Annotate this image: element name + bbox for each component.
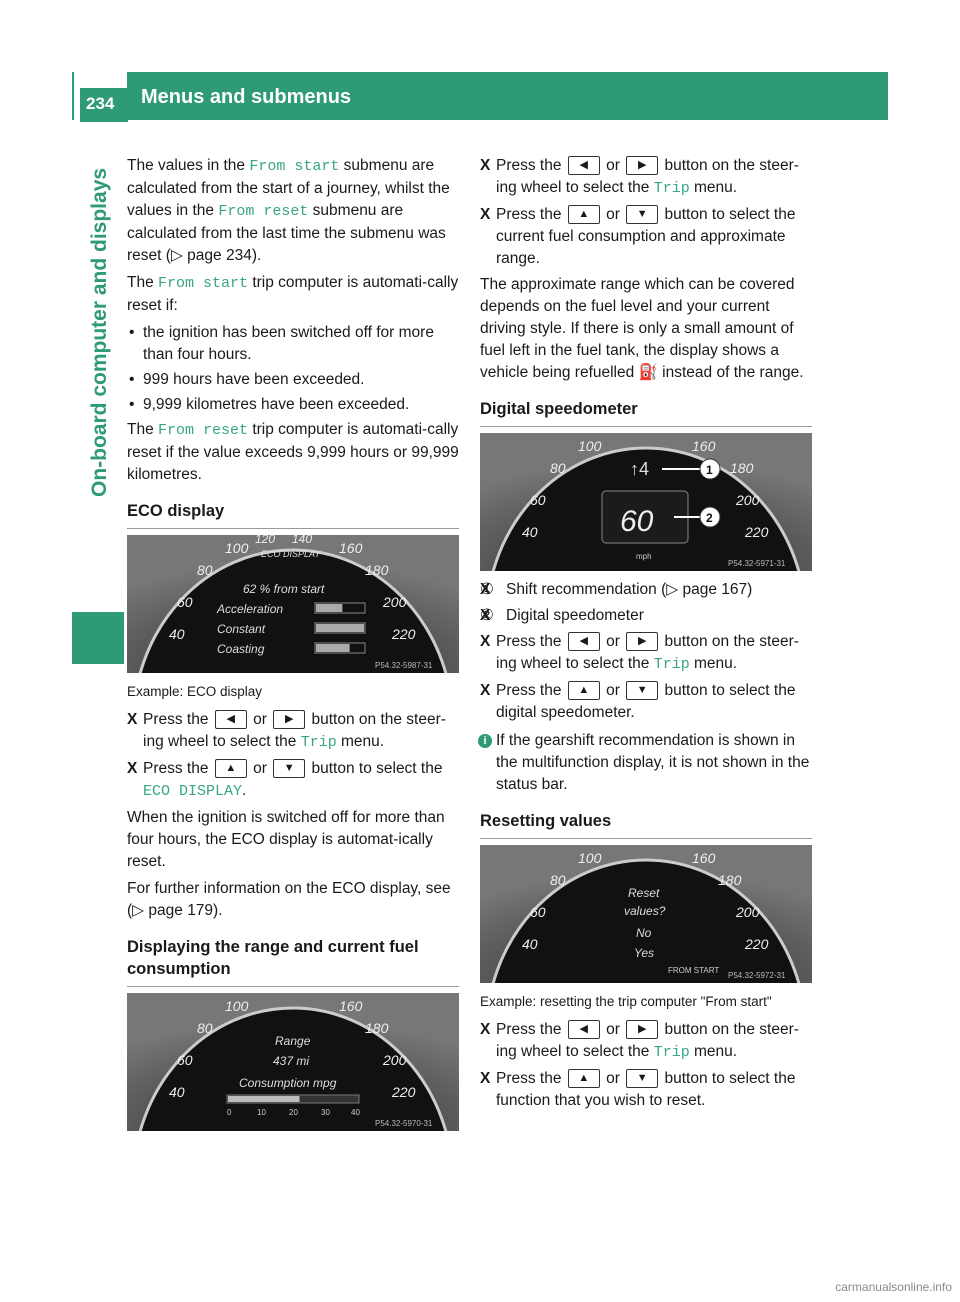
range-value: 437 mi — [273, 1054, 310, 1068]
tick-label: 40 — [522, 524, 538, 540]
page-title: Menus and submenus — [141, 86, 352, 108]
tick-label: 200 — [736, 492, 760, 508]
range-display-figure — [127, 993, 459, 1131]
page-ref-arrow: ▷ — [666, 581, 679, 598]
tick-label: 100 — [225, 998, 249, 1014]
tick-label: 60 — [530, 492, 546, 508]
figure-caption: Example: ECO display — [127, 684, 263, 699]
down-arrow-key-icon: ▼ — [626, 1069, 658, 1088]
consumption-tick: 10 — [257, 1108, 266, 1117]
digital-speed: 60 — [620, 505, 654, 538]
tick-label: 200 — [383, 1052, 407, 1068]
tick-label: 160 — [692, 438, 716, 454]
tick-label: 100 — [225, 540, 249, 556]
paragraph: The From reset trip computer is automati-cally reset if the value exceeds 9,999 hours or 99,999 kilometres. — [127, 421, 459, 483]
consumption-tick: 20 — [289, 1108, 298, 1117]
left-arrow-key-icon: ◀ — [568, 156, 600, 175]
tick-label: 220 — [392, 1084, 416, 1100]
legend-number: X ① — [480, 581, 494, 598]
tick-label: 80 — [197, 1020, 213, 1036]
tick-label: 40 — [169, 626, 185, 642]
figure-caption: Example: resetting the trip computer "From start" — [480, 994, 772, 1009]
section-heading-range: Displaying the range and current fuel consumption — [127, 936, 459, 987]
eco-bar-fill — [316, 604, 342, 612]
eco-bar-fill — [316, 624, 364, 632]
legend-number: X ② — [480, 607, 494, 624]
header-separator — [72, 72, 74, 120]
page-number: 234 — [80, 88, 128, 122]
section-heading-reset: Resetting values — [480, 810, 812, 839]
paragraph: The values in the From start submenu are calculated from the start of a journey, whilst the values in the From reset submenu are calculated from the last time the submenu was reset (▷ page 234). — [127, 157, 450, 264]
page-ref-arrow: ▷ — [170, 247, 183, 264]
left-arrow-key-icon: ◀ — [215, 710, 247, 729]
tick-label: 200 — [383, 594, 407, 610]
consumption-tick: 40 — [351, 1108, 360, 1117]
right-arrow-key-icon: ▶ — [626, 632, 658, 651]
side-tab-title: On-board computer and displays — [88, 168, 111, 498]
eco-row-label: Constant — [217, 622, 266, 636]
legend-item: X ① Shift recommendation (▷ page 167) — [480, 579, 812, 601]
paragraph: For further information on the ECO display, see (▷ page 179). — [127, 880, 451, 919]
side-tab-marker — [72, 612, 124, 664]
tick-label: 60 — [530, 904, 546, 920]
paragraph: The From start trip computer is automati-cally reset if: — [127, 274, 459, 314]
callout-number: 2 — [706, 511, 713, 525]
instruction-step: X Press the ◀ or ▶ button on the steer-ing wheel to select the Trip menu. — [480, 155, 812, 200]
tick-label: 160 — [339, 540, 363, 556]
left-arrow-key-icon: ◀ — [568, 1020, 600, 1039]
reset-prompt: values? — [624, 904, 666, 918]
tick-label: 140 — [292, 535, 313, 546]
reset-option-yes: Yes — [634, 946, 655, 960]
figure-code: P54.32-5987-31 — [375, 661, 433, 670]
tick-label: 100 — [578, 850, 602, 866]
callout-number: 1 — [706, 463, 713, 477]
right-arrow-key-icon: ▶ — [626, 1020, 658, 1039]
figure-code: P54.32-5970-31 — [375, 1119, 433, 1128]
instruction-step: X Press the ▲ or ▼ button to select the current fuel consumption and approximate range. — [480, 204, 812, 270]
list-item: • 9,999 kilometres have been exceeded. — [127, 394, 459, 416]
tick-label: 120 — [255, 535, 276, 546]
eco-percentage: 62 % from start — [243, 582, 325, 596]
up-arrow-key-icon: ▲ — [215, 759, 247, 778]
tick-label: 80 — [550, 872, 566, 888]
range-gauge-svg — [127, 993, 459, 1131]
tick-label: 80 — [197, 562, 213, 578]
consumption-label: Consumption mpg — [239, 1076, 337, 1090]
section-heading-eco: ECO display — [127, 500, 459, 529]
eco-bar-fill — [316, 644, 350, 652]
figure-code: P54.32-5972-31 — [728, 971, 786, 980]
right-arrow-key-icon: ▶ — [626, 156, 658, 175]
down-arrow-key-icon: ▼ — [273, 759, 305, 778]
page-ref-arrow: ▷ — [132, 902, 145, 919]
range-label: Range — [275, 1034, 311, 1048]
list-item: • 999 hours have been exceeded. — [127, 369, 459, 391]
reset-gauge-svg — [480, 845, 812, 983]
reset-figure — [480, 845, 812, 983]
reset-option-no: No — [636, 926, 652, 940]
tick-label: 220 — [392, 626, 416, 642]
tick-label: 60 — [177, 1052, 193, 1068]
reset-footer: FROM START — [668, 966, 720, 975]
tick-label: 220 — [745, 524, 769, 540]
consumption-tick: 30 — [321, 1108, 330, 1117]
instruction-step: X Press the ▲ or ▼ button to select the ECO DISPLAY. — [127, 758, 459, 803]
tick-label: 180 — [365, 562, 389, 578]
tick-label: 180 — [718, 872, 742, 888]
tick-label: 80 — [550, 460, 566, 476]
eco-row-label: Coasting — [217, 642, 265, 656]
fuel-pump-icon: ⛽ — [638, 364, 658, 381]
section-heading-speedometer: Digital speedometer — [480, 398, 812, 427]
tick-label: 100 — [578, 438, 602, 454]
tick-label: 200 — [736, 904, 760, 920]
instruction-step: X Press the ▲ or ▼ button to select the function that you wish to reset. — [480, 1068, 812, 1112]
tick-label: 220 — [745, 936, 769, 952]
right-column — [480, 155, 812, 1116]
up-arrow-key-icon: ▲ — [568, 205, 600, 224]
eco-display-figure — [127, 535, 459, 673]
left-column — [127, 155, 459, 1131]
reset-prompt: Reset — [628, 886, 660, 900]
eco-title: ECO DISPLAY — [261, 549, 321, 559]
instruction-step: X Press the ◀ or ▶ button on the steer-ing wheel to select the Trip menu. — [127, 709, 459, 754]
info-note: i If the gearshift recommendation is shown in the multifunction display, it is not shown in the status bar. — [480, 730, 812, 796]
paragraph: When the ignition is switched off for more than four hours, the ECO display is automat-ically reset. — [127, 809, 445, 870]
watermark: carmanualsonline.info — [835, 1280, 952, 1294]
speedometer-figure — [480, 433, 812, 571]
instruction-step: X Press the ◀ or ▶ button on the steer-ing wheel to select the Trip menu. — [480, 1019, 812, 1064]
tick-label: 160 — [339, 998, 363, 1014]
tick-label: 40 — [522, 936, 538, 952]
down-arrow-key-icon: ▼ — [626, 681, 658, 700]
figure-code: P54.32-5971-31 — [728, 559, 786, 568]
left-arrow-key-icon: ◀ — [568, 632, 600, 651]
up-arrow-key-icon: ▲ — [568, 681, 600, 700]
speed-unit: mph — [636, 552, 652, 561]
tick-label: 160 — [692, 850, 716, 866]
tick-label: 60 — [177, 594, 193, 610]
list-item: • the ignition has been switched off for more than four hours. — [127, 322, 459, 366]
right-arrow-key-icon: ▶ — [273, 710, 305, 729]
down-arrow-key-icon: ▼ — [626, 205, 658, 224]
consumption-bar-fill — [228, 1096, 300, 1102]
consumption-tick: 0 — [227, 1108, 232, 1117]
instruction-step: X Press the ◀ or ▶ button on the steer-ing wheel to select the Trip menu. — [480, 631, 812, 676]
gear-recommendation: ↑4 — [630, 459, 650, 479]
info-icon: i — [478, 734, 492, 748]
paragraph: The approximate range which can be covered depends on the fuel level and your current driving style. If there is only a small amount of fuel left in the fuel tank, the display shows a vehicle being refuelled ⛽ instead of the range. — [480, 276, 804, 381]
tick-label: 40 — [169, 1084, 185, 1100]
instruction-step: X Press the ▲ or ▼ button to select the digital speedometer. — [480, 680, 812, 724]
speedometer-svg — [480, 433, 812, 571]
up-arrow-key-icon: ▲ — [568, 1069, 600, 1088]
legend-item: X ② Digital speedometer — [480, 605, 812, 627]
eco-gauge-svg — [127, 535, 459, 673]
tick-label: 180 — [365, 1020, 389, 1036]
eco-row-label: Acceleration — [217, 602, 284, 616]
tick-label: 180 — [730, 460, 754, 476]
